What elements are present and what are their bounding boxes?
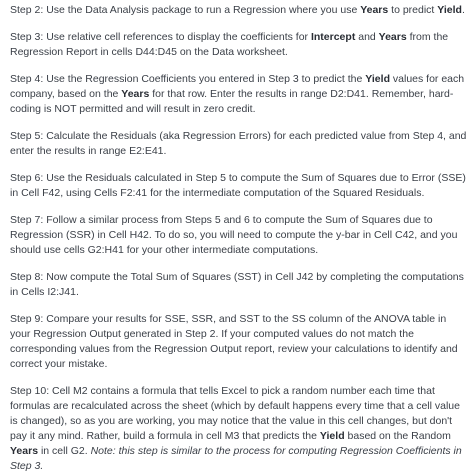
bold-term: Yield <box>437 4 462 16</box>
bold-term: Intercept <box>310 31 356 43</box>
step-text: Step 7: Follow a similar process from Steps 5 and 6 to compute the Sum of Squares due to Regression (SSR) in Cell H42. To do so, you will need to compute the y-bar in Cell C42, and you should use cells G2:H41 for your other intermediate computations. <box>10 214 458 256</box>
step-text: . <box>461 4 465 16</box>
step-9-paragraph <box>10 312 468 372</box>
step-4-paragraph <box>10 72 468 117</box>
step-3-paragraph <box>10 30 468 60</box>
step-text: Step 9: Compare your results for SSE, SSR, and SST to the SS column of the ANOVA table in your Regression Output generated in Step 2. If your computed values do not match the corresponding values from the Regression Output report, review your calculations to identify and correct your mistake. <box>10 313 458 370</box>
step-text: Step 6: Use the Residuals calculated in Step 5 to compute the Sum of Squares due to Error (SSE) in Cell F42, using Cells F2:41 for the intermediate computation of the Squared Residuals. <box>10 172 466 199</box>
step-text: for that row. Enter the results in range D2:D41. Remember, hard-coding is NOT permitted and will result in zero credit. <box>10 88 454 115</box>
instructions-document <box>10 3 468 474</box>
step-6-paragraph <box>10 171 468 201</box>
step-10-paragraph <box>10 384 468 474</box>
step-text: Step 5: Calculate the Residuals (aka Regression Errors) for each predicted value from Step 4, and enter the results in range E2:E41. <box>10 130 467 157</box>
step-text: to predict <box>388 4 438 16</box>
step-text: based on the Random <box>344 430 451 442</box>
bold-term: Years <box>378 31 407 43</box>
bold-term: Years <box>360 4 389 16</box>
bold-term: Years <box>121 88 150 100</box>
step-7-paragraph <box>10 213 468 258</box>
step-2-paragraph <box>10 3 468 18</box>
step-text: from the Regression Report in cells D44:D45 on the Data worksheet. <box>10 31 449 58</box>
step-text: in cell G2. <box>38 445 91 457</box>
step-5-paragraph <box>10 129 468 159</box>
step-8-paragraph <box>10 270 468 300</box>
bold-term: Years <box>10 445 39 457</box>
italic-note: Note: this step is similar to the process for computing Regression Coefficients in Step 3. <box>10 445 462 472</box>
step-text: Step 10: Cell M2 contains a formula that tells Excel to pick a random number each time that formulas are recalculated across the sheet (which by default happens every time that a cell value is changed), so as you are working, you may notice that the value in this cell changes, but don't pay it any mind. Rather, build a formula in cell M3 that predicts the <box>10 385 460 442</box>
step-text: Step 8: Now compute the Total Sum of Squares (SST) in Cell J42 by completing the computations in Cells I2:J41. <box>10 271 464 298</box>
step-text: Step 4: Use the Regression Coefficients you entered in Step 3 to predict the <box>10 73 366 85</box>
bold-term: Yield <box>319 430 345 442</box>
bold-term: Yield <box>365 73 390 85</box>
step-text: Step 2: Use the Data Analysis package to run a Regression where you use <box>10 4 361 16</box>
step-text: values for each company, based on the <box>10 73 465 100</box>
step-text: and <box>355 31 379 43</box>
step-text: Step 3: Use relative cell references to display the coefficients for <box>10 31 311 43</box>
